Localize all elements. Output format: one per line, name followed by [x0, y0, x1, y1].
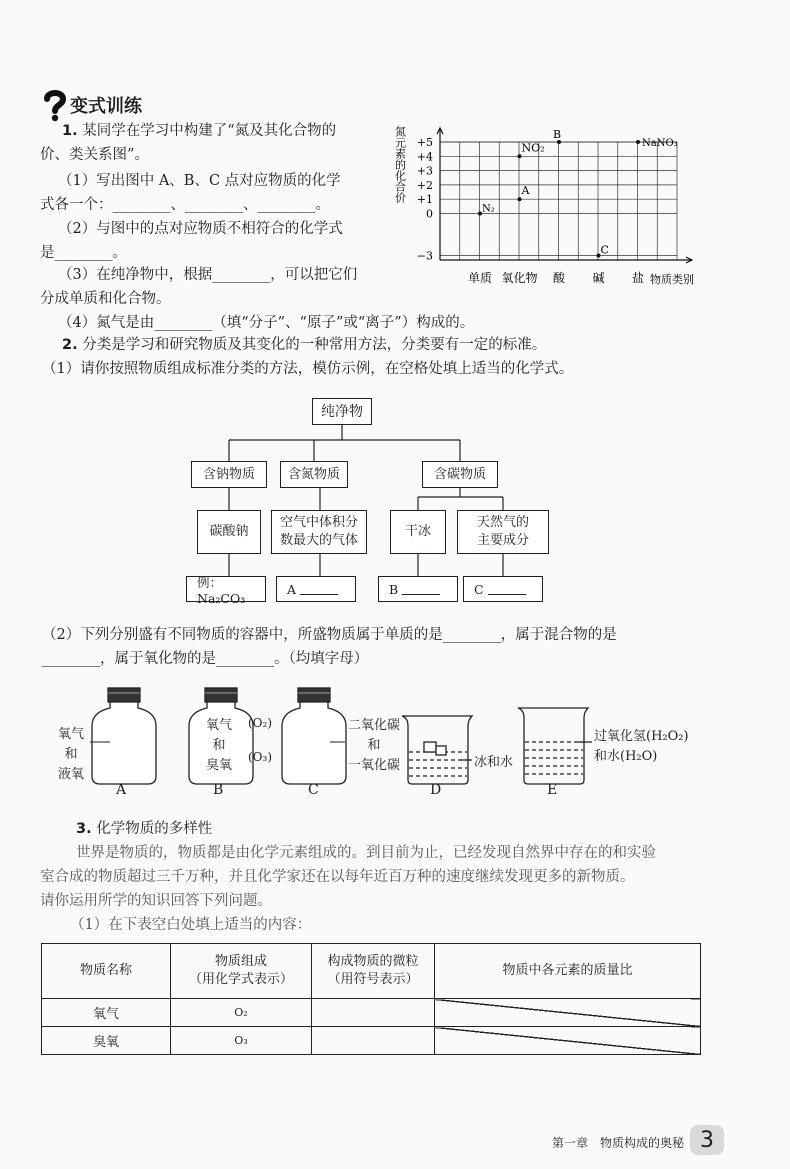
tree-carbon: 含碳物质	[422, 461, 498, 488]
y-tick-label: +1	[416, 193, 433, 207]
beaker-d-label: 冰和水	[474, 755, 514, 770]
chart-point-label: B	[553, 128, 562, 141]
bottle-a-label-1: 氧气	[58, 727, 85, 742]
q2-sub2a: （2）下列分别盛有不同物质的容器中，所盛物质属于单质的是________，属于混合物的是	[42, 627, 617, 643]
q1-sub2a: （2）与图中的点对应物质不相符合的化学式	[58, 221, 343, 237]
tree-air-gas-line2: 数最大的气体	[279, 533, 358, 548]
q2-sub1: （1）请你按照物质组成标准分类的方法，模仿示例，在空格处填上适当的化学式。	[42, 361, 574, 377]
tree-nitrogen: 含氮物质	[280, 461, 348, 488]
bottle-a	[92, 688, 156, 784]
q3-p1: 世界是物质的，物质都是由化学元素组成的。到目前为止，已经发现自然界中存在的和实验	[76, 845, 656, 861]
chart-point-label: NO₂	[521, 141, 545, 155]
tree-natural-gas-line2: 主要成分	[476, 533, 529, 548]
q3-title: 化学物质的多样性	[96, 821, 213, 837]
q2-stem: 分类是学习和研究物质及其变化的一种常用方法，分类要有一定的标准。	[82, 337, 547, 353]
letter-e: E	[547, 782, 558, 798]
bottle-b-label-2: 和	[212, 738, 226, 753]
y-tick-label: +5	[416, 136, 433, 149]
row-ozone-formula: O₃	[171, 1027, 312, 1055]
table-row	[42, 1027, 701, 1055]
bottle-a-label-2: 和	[64, 747, 78, 762]
th-formula-2: （用化学式表示）	[188, 972, 293, 987]
blank-a-line	[300, 584, 338, 595]
th-mass-ratio: 物质中各元素的质量比	[435, 944, 701, 999]
y-tick-label: −3	[416, 249, 433, 263]
q1-stem: 某同学在学习中构建了“氮及其化合物的	[82, 123, 337, 139]
th-name: 物质名称	[42, 944, 171, 999]
table-header-row	[42, 944, 701, 999]
letter-a: A	[116, 782, 127, 798]
q1-sub1a: （1）写出图中 A、B、C 点对应物质的化学	[58, 173, 341, 189]
tree-example: 例：Na₂CO₃	[186, 576, 266, 602]
chart-x-label: 物质类别	[650, 273, 694, 286]
q3-sub1: （1）在下表空白处填上适当的内容：	[70, 917, 312, 933]
bottle-b-label-1: 氧气	[206, 718, 233, 733]
bottle-a-label	[58, 725, 84, 785]
page-number: 3	[690, 1125, 724, 1155]
row-ozone-particle[interactable]	[312, 1027, 435, 1055]
beaker-e-label	[594, 727, 689, 767]
blank-c-line	[488, 584, 526, 595]
q1-sub4: （4）氮气是由________（填“分子”、“原子”或“离子”）构成的。	[58, 315, 475, 331]
tree-sodium: 含钠物质	[191, 461, 267, 488]
blank-b-label: B	[389, 581, 399, 597]
chart-y-label: 氮元素的化合价	[393, 126, 407, 203]
beaker-e-label-2: 和水(H₂O)	[594, 749, 658, 764]
row-oxygen-particle[interactable]	[312, 999, 435, 1027]
q1-line2: 价、类关系图”。	[40, 147, 149, 163]
bottle-b-formula-2: (O₃)	[248, 750, 273, 764]
y-tick-label: +4	[416, 150, 433, 164]
tree-blank-a[interactable]	[276, 576, 356, 602]
y-tick-label: 0	[426, 207, 433, 221]
table-row	[42, 999, 701, 1027]
bottle-c-label	[348, 716, 400, 776]
tree-air-gas	[271, 510, 367, 554]
blank-a-label: A	[287, 581, 297, 597]
blank-b-line	[402, 584, 440, 595]
tree-dry-ice: 干冰	[390, 510, 446, 554]
x-tick-label: 酸	[552, 271, 566, 285]
tree-root: 纯净物	[312, 398, 372, 425]
bottle-b-label	[206, 716, 232, 776]
y-tick-label: +3	[416, 164, 433, 178]
row-oxygen-formula: O₂	[171, 999, 312, 1027]
beaker-e-label-1: 过氧化氢(H₂O₂)	[594, 729, 689, 744]
bottle-b-formula-1: (O₂)	[248, 716, 273, 730]
chart-point-label: N₂	[482, 203, 495, 215]
footer-chapter: 第一章 物质构成的奥秘	[552, 1136, 685, 1150]
tree-blank-c[interactable]	[463, 576, 543, 602]
th-formula-1: 物质组成	[214, 954, 267, 969]
bottle-b-label-3: 臭氧	[206, 758, 233, 773]
row-ozone-name: 臭氧	[42, 1027, 171, 1055]
row-oxygen-name: 氧气	[42, 999, 171, 1027]
th-formula	[171, 944, 312, 999]
tree-air-gas-line1: 空气中体积分	[279, 515, 358, 530]
q3-title-line	[76, 818, 212, 840]
bottle-c-label-1: 二氧化碳	[348, 718, 401, 733]
q1-sub3a: （3）在纯净物中，根据________，可以把它们	[58, 267, 358, 283]
th-particle-2: （用符号表示）	[327, 972, 419, 987]
chart-point-label: A	[521, 184, 530, 198]
beaker-d	[402, 716, 472, 784]
beaker-e	[518, 708, 592, 784]
substance-table	[41, 943, 701, 1055]
chart-point-label: C	[600, 243, 609, 257]
q2-number: 2.	[62, 337, 78, 353]
q1-sub1b: 式各一个：________、________、________。	[40, 197, 330, 213]
letter-d: D	[430, 782, 442, 798]
row-ozone-ratio[interactable]	[435, 1027, 701, 1055]
x-tick-label: 单质	[467, 271, 493, 285]
q3-p2: 室合成的物质超过三千万种，并且化学家还在以每年近百万种的速度继续发现更多的新物质。	[40, 869, 635, 885]
q1-sub2b: 是________。	[40, 245, 127, 261]
bottle-c-label-2: 和	[367, 738, 381, 753]
letter-c: C	[308, 782, 319, 798]
bottle-c-label-3: 一氧化碳	[348, 758, 401, 773]
blank-c-label: C	[474, 581, 484, 597]
tree-natural-gas	[457, 510, 549, 554]
tree-blank-b[interactable]	[378, 576, 458, 602]
q2-sub2b: ________，属于氧化物的是________。（均填字母）	[42, 651, 369, 667]
y-tick-label: +2	[416, 178, 433, 192]
letter-b: B	[213, 782, 224, 798]
th-particle	[312, 944, 435, 999]
q1-number: 1.	[62, 123, 78, 139]
x-tick-label: 碱	[592, 271, 605, 285]
row-oxygen-ratio[interactable]	[435, 999, 701, 1027]
q3-p3: 请你运用所学的知识回答下列问题。	[40, 893, 272, 909]
bottle-a-label-3: 液氧	[58, 767, 85, 782]
x-tick-label: 盐	[631, 271, 645, 285]
chart-point-label: NaNO₃	[642, 138, 678, 149]
tree-sodium-carbonate: 碳酸钠	[197, 510, 261, 554]
th-particle-1: 构成物质的微粒	[327, 954, 419, 969]
q3-number: 3.	[76, 821, 92, 837]
q1-sub3b: 分成单质和化合物。	[40, 291, 171, 307]
section-title: 变式训练	[70, 96, 142, 117]
tree-natural-gas-line1: 天然气的	[476, 515, 529, 530]
bottle-c	[282, 688, 346, 784]
x-tick-label: 氧化物	[501, 271, 538, 285]
